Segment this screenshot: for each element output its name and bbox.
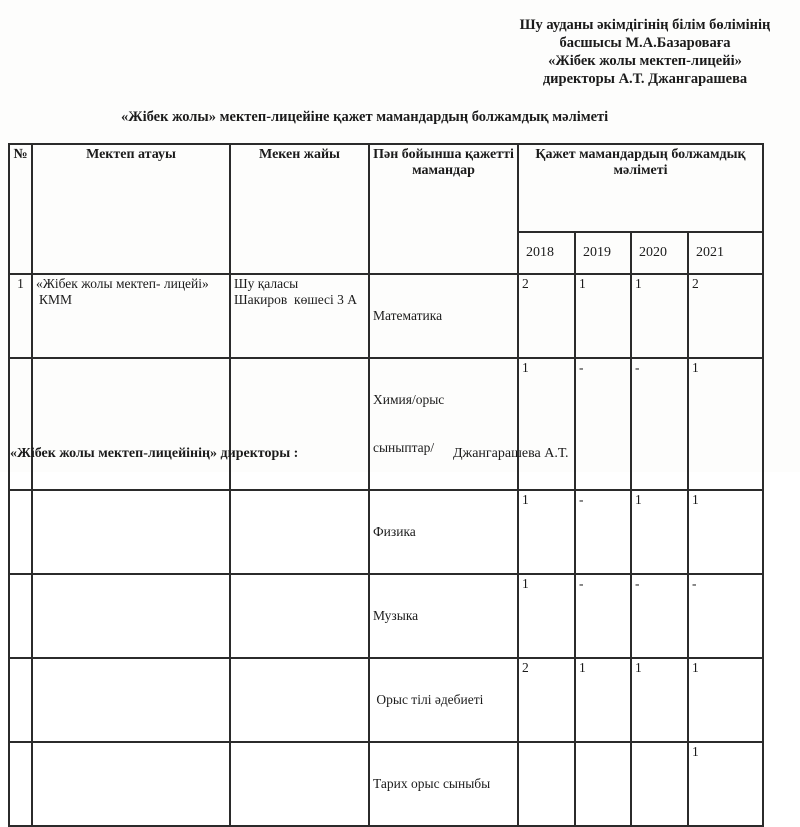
table-row xyxy=(9,358,763,490)
cell-value-2020: - xyxy=(631,574,688,658)
header-forecast-group: Қажет мамандардың болжамдық мәліметі xyxy=(518,144,763,232)
subject-line: Музыка xyxy=(373,608,419,623)
cell-school-name xyxy=(32,742,230,826)
cell-school-name xyxy=(32,490,230,574)
cell-address xyxy=(230,574,369,658)
signature-label: «Жібек жолы мектеп-лицейінің» директоры : xyxy=(10,446,299,461)
table-row xyxy=(9,574,763,658)
cell-value-2019: 1 xyxy=(575,658,631,742)
cell-school-name xyxy=(32,274,230,358)
subject-line: Химия/орыс xyxy=(373,392,445,407)
addressee-line: Шу ауданы әкімдігінің білім бөлімінің xyxy=(519,17,771,33)
table-row xyxy=(9,742,763,826)
cell-value-2019 xyxy=(575,742,631,826)
addressee-line: «Жібек жолы мектеп-лицейі» xyxy=(548,53,742,69)
document-title: «Жібек жолы» мектеп-лицейіне қажет мамандардың болжамдық мәліметі xyxy=(121,109,609,125)
table-row xyxy=(9,490,763,574)
cell-value-2020: 1 xyxy=(631,490,688,574)
header-address: Мекен жайы xyxy=(230,144,369,274)
cell-value-2019: - xyxy=(575,358,631,490)
cell-row-number xyxy=(9,490,32,574)
addressee-line: директоры А.Т. Джангарашева xyxy=(542,71,748,87)
table-row xyxy=(9,658,763,742)
school-name-line: КММ xyxy=(39,292,73,307)
year-2021: 2021 xyxy=(688,232,763,274)
cell-address xyxy=(230,658,369,742)
address-line: Шакиров көшесі 3 А xyxy=(234,292,358,307)
cell-value-2021: 1 xyxy=(688,742,763,826)
year-2019: 2019 xyxy=(575,232,631,274)
header-specialists: Пән бойынша қажетті мамандар xyxy=(369,144,518,274)
header-school-name: Мектеп атауы xyxy=(32,144,230,274)
address-line: Шу қаласы xyxy=(234,276,299,291)
cell-value-2019: - xyxy=(575,490,631,574)
cell-value-2018: 1 xyxy=(518,358,575,490)
cell-row-number xyxy=(9,658,32,742)
year-2018: 2018 xyxy=(518,232,575,274)
cell-value-2020 xyxy=(631,742,688,826)
cell-value-2019: - xyxy=(575,574,631,658)
addressee-block xyxy=(503,16,787,88)
subject-line: Тарих орыс сыныбы xyxy=(373,776,491,791)
cell-value-2020: 1 xyxy=(631,274,688,358)
subject-line: Физика xyxy=(373,524,416,539)
year-2020: 2020 xyxy=(631,232,688,274)
cell-value-2018 xyxy=(518,742,575,826)
cell-row-number xyxy=(9,574,32,658)
cell-value-2021: 2 xyxy=(688,274,763,358)
subject-line: Математика xyxy=(373,308,443,323)
cell-value-2018: 1 xyxy=(518,574,575,658)
cell-address xyxy=(230,742,369,826)
cell-value-2018: 2 xyxy=(518,274,575,358)
cell-row-number xyxy=(9,358,32,490)
cell-subject xyxy=(369,490,518,574)
forecast-table xyxy=(8,143,764,827)
cell-school-name xyxy=(32,658,230,742)
cell-value-2018: 1 xyxy=(518,490,575,574)
cell-school-name xyxy=(32,358,230,490)
cell-address xyxy=(230,490,369,574)
header-num: № xyxy=(9,144,32,274)
cell-school-name xyxy=(32,574,230,658)
cell-value-2020: - xyxy=(631,358,688,490)
table-header-row xyxy=(9,144,763,232)
table-row xyxy=(9,274,763,358)
cell-value-2021: - xyxy=(688,574,763,658)
cell-row-number: 1 xyxy=(9,274,32,358)
cell-value-2018: 2 xyxy=(518,658,575,742)
cell-subject xyxy=(369,574,518,658)
cell-value-2019: 1 xyxy=(575,274,631,358)
signature-name: Джангарашева А.Т. xyxy=(453,446,569,461)
cell-value-2021: 1 xyxy=(688,658,763,742)
cell-value-2021: 1 xyxy=(688,358,763,490)
cell-value-2021: 1 xyxy=(688,490,763,574)
subject-line: Орыс тілі әдебиеті xyxy=(373,692,484,707)
cell-row-number xyxy=(9,742,32,826)
cell-address xyxy=(230,358,369,490)
subject-line: сыныптар/ xyxy=(373,440,435,455)
cell-subject xyxy=(369,358,518,490)
cell-address xyxy=(230,274,369,358)
cell-subject xyxy=(369,742,518,826)
school-name-line: «Жібек жолы мектеп- лицейі» xyxy=(36,276,209,291)
cell-value-2020: 1 xyxy=(631,658,688,742)
addressee-line: басшысы М.А.Базароваға xyxy=(559,35,731,51)
cell-subject xyxy=(369,274,518,358)
cell-subject xyxy=(369,658,518,742)
